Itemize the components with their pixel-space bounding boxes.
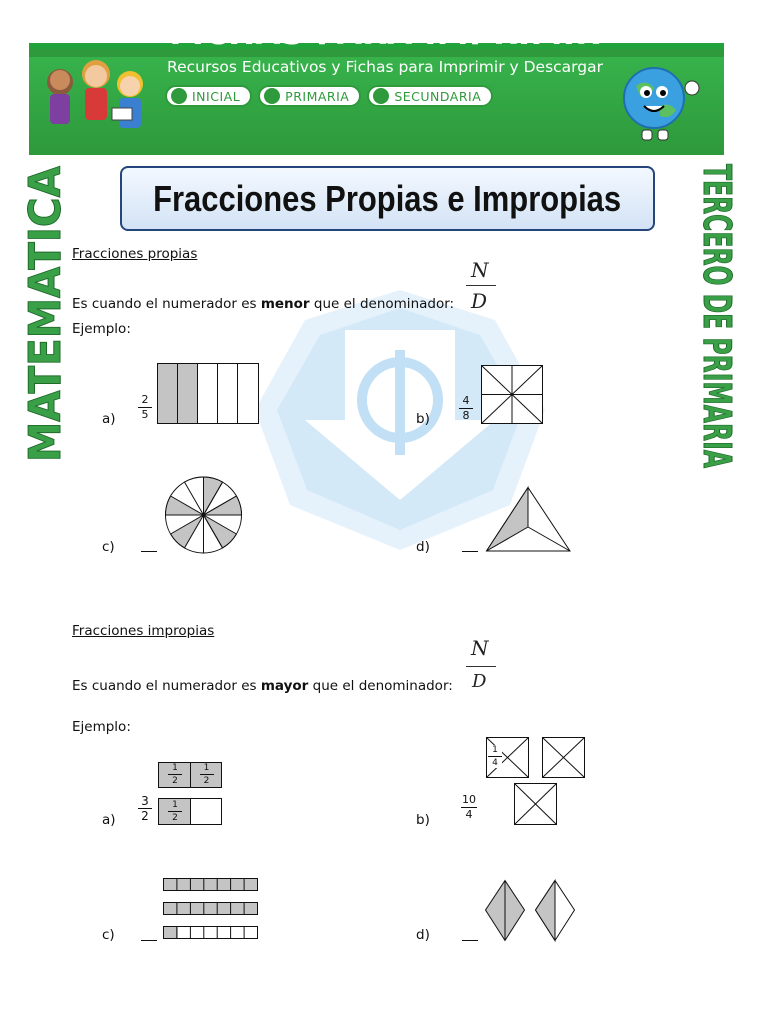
fraction-bar bbox=[200, 774, 214, 775]
side-label-left-text: MATEMATICA bbox=[20, 140, 71, 462]
answer-blank[interactable] bbox=[462, 940, 478, 941]
half-cell bbox=[191, 762, 223, 788]
fraction-denominator: 2 bbox=[203, 776, 210, 786]
fraction-denominator: 8 bbox=[462, 409, 470, 422]
fraction-numerator: 2 bbox=[141, 393, 149, 406]
fraction-denominator: 2 bbox=[172, 776, 178, 786]
definition-text: Es cuando el numerador es bbox=[72, 678, 261, 694]
item-label-c: c) bbox=[102, 539, 115, 555]
definition-keyword: menor bbox=[260, 296, 310, 312]
item-label-a: a) bbox=[102, 411, 116, 427]
definition-text: que el denominador: bbox=[309, 296, 455, 312]
bar-partial bbox=[164, 927, 258, 939]
rectangle-halves-partial bbox=[158, 798, 222, 825]
level-button-secundaria[interactable] bbox=[367, 85, 493, 107]
half-cell bbox=[158, 762, 191, 788]
triangle-thirds-shape bbox=[486, 487, 571, 552]
fraction-numerator: 1 bbox=[172, 800, 178, 810]
rhombus-partial bbox=[536, 881, 575, 941]
fraction-denominator: 4 bbox=[465, 808, 473, 821]
children-illustration-icon bbox=[38, 52, 158, 142]
fraction-bar bbox=[168, 811, 182, 812]
answer-blank[interactable] bbox=[462, 551, 478, 552]
numerator-symbol: N bbox=[471, 636, 489, 660]
fraction-numerator: 3 bbox=[141, 794, 149, 808]
level-label: INICIAL bbox=[192, 88, 241, 104]
globe-mascot-icon bbox=[612, 60, 702, 145]
half-cell bbox=[158, 798, 191, 825]
bar-full bbox=[164, 879, 258, 891]
fraction-label bbox=[168, 763, 182, 786]
square-quarters-shape bbox=[542, 737, 586, 778]
example-label: Ejemplo: bbox=[72, 321, 131, 337]
rectangle-halves-full bbox=[158, 762, 222, 788]
section-heading-propias: Fracciones propias bbox=[72, 246, 198, 262]
fraction-denominator: 2 bbox=[172, 813, 178, 823]
fraction-denominator: 2 bbox=[141, 809, 149, 823]
fraction-numerator: 10 bbox=[462, 793, 476, 806]
fraction-bar bbox=[466, 285, 496, 286]
fraction-numerator: 4 bbox=[462, 394, 470, 407]
example-label: Ejemplo: bbox=[72, 719, 131, 735]
fraction-numerator: 1 bbox=[492, 745, 498, 755]
fraction-denominator: 4 bbox=[492, 758, 498, 768]
item-label-c: c) bbox=[102, 927, 115, 943]
denominator-symbol: D bbox=[471, 289, 488, 313]
fraction-label bbox=[488, 745, 502, 768]
numerator-symbol: N bbox=[471, 258, 489, 282]
half-cell bbox=[191, 798, 223, 825]
answer-blank[interactable] bbox=[141, 551, 157, 552]
item-label-a: a) bbox=[102, 812, 116, 828]
level-label: SECUNDARIA bbox=[394, 88, 482, 104]
arrow-circle-icon bbox=[373, 88, 389, 104]
fraction-label bbox=[138, 394, 152, 421]
fraction-label bbox=[200, 763, 214, 786]
square-quarters-shape bbox=[514, 783, 558, 825]
definition-keyword: mayor bbox=[260, 678, 309, 694]
fraction-label bbox=[138, 795, 152, 822]
side-label-right bbox=[690, 160, 750, 656]
site-title: FICHAS PARA IMPRIMIR bbox=[169, 14, 601, 52]
page-title-box bbox=[120, 166, 655, 231]
rectangle-fifths-shape bbox=[157, 363, 259, 424]
fraction-label bbox=[459, 395, 473, 422]
fraction-denominator: 5 bbox=[141, 408, 149, 421]
item-label-d: d) bbox=[416, 539, 430, 555]
answer-blank[interactable] bbox=[141, 940, 157, 941]
rhombus-halves-shape bbox=[485, 880, 577, 942]
square-eighths-shape bbox=[481, 365, 544, 425]
definition-impropias bbox=[72, 678, 453, 694]
definition-text: que el denominador: bbox=[308, 678, 453, 694]
level-button-inicial[interactable] bbox=[165, 85, 252, 107]
fraction-numerator: 1 bbox=[172, 763, 178, 773]
fraction-label bbox=[461, 794, 477, 821]
item-label-b: b) bbox=[416, 812, 430, 828]
level-navigation bbox=[165, 85, 610, 109]
fraction-bar bbox=[466, 666, 496, 667]
page-title: Fracciones Propias e Impropias bbox=[153, 177, 622, 219]
definition-text: Es cuando el numerador es bbox=[72, 296, 261, 312]
rhombus-full bbox=[486, 881, 525, 941]
level-label: PRIMARIA bbox=[285, 88, 350, 104]
item-label-d: d) bbox=[416, 927, 430, 943]
arrow-circle-icon bbox=[171, 88, 187, 104]
side-label-right-text: TERCERO DE PRIMARIA bbox=[695, 164, 739, 656]
denominator-symbol: D bbox=[472, 671, 487, 692]
fraction-bar bbox=[488, 756, 502, 757]
fraction-bar bbox=[168, 774, 182, 775]
item-label-b: b) bbox=[416, 411, 430, 427]
arrow-circle-icon bbox=[264, 88, 280, 104]
section-heading-impropias: Fracciones impropias bbox=[72, 623, 215, 639]
circle-twelfths-shape bbox=[164, 476, 243, 554]
side-label-left bbox=[14, 140, 74, 467]
definition-propias bbox=[72, 296, 454, 312]
site-subtitle: Recursos Educativos y Fichas para Imprimir y Descargar bbox=[167, 58, 603, 76]
bar-full bbox=[164, 903, 258, 915]
fraction-label bbox=[168, 800, 182, 823]
level-button-primaria[interactable] bbox=[258, 85, 361, 107]
fraction-numerator: 1 bbox=[203, 763, 210, 773]
bars-sevenths-shape bbox=[163, 878, 258, 941]
